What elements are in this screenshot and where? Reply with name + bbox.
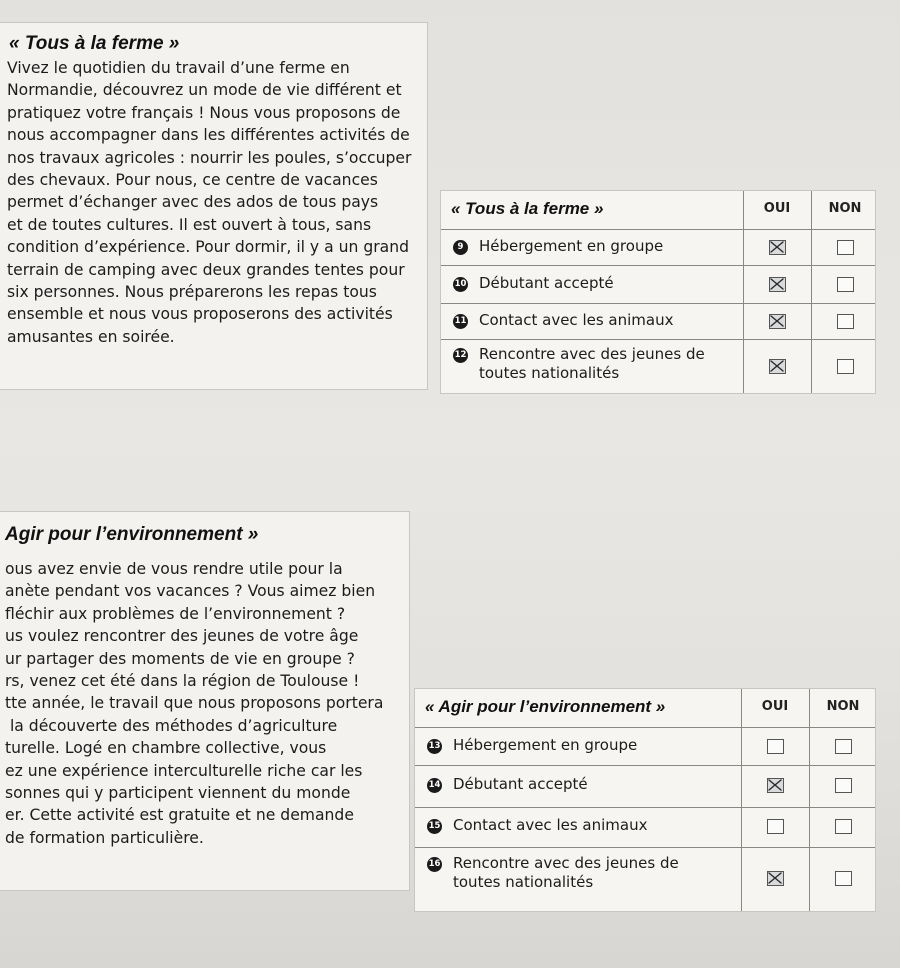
- ferme-description: Vivez le quotidien du travail d’une ferme en Normandie, découvrez un mode de vie différent et pratiquez votre français ! Nous vous proposons de nous accompagner dans les différentes activités de nos travaux agricoles : nourrir les poules, s’occuper des chevaux. Pour nous, ce centre de vacances permet d’échanger avec des ados de tous pays et de toutes cultures. Il est ouvert à tous, sans condition d’expérience. Pour dormir, il y a un grand terrain de camping avec deux grandes tentes pour six personnes. Nous préparerons les repas tous ensemble et nous vous proposerons des activités amusantes en soirée.: [7, 59, 412, 346]
- check-cross-icon: [770, 360, 784, 372]
- row-label: Contact avec les animaux: [479, 311, 674, 329]
- non-checkbox[interactable]: [837, 359, 854, 374]
- row-number-badge: 15: [427, 819, 442, 834]
- row-label: Rencontre avec des jeunes de toutes nationalités: [453, 854, 679, 891]
- row-number-badge: 10: [453, 277, 468, 292]
- table-row: [415, 765, 875, 807]
- oui-checkbox[interactable]: [769, 314, 786, 329]
- non-checkbox[interactable]: [837, 277, 854, 292]
- row-number-badge: 13: [427, 739, 442, 754]
- non-checkbox[interactable]: [837, 314, 854, 329]
- non-checkbox[interactable]: [835, 778, 852, 793]
- oui-checkbox[interactable]: [767, 871, 784, 886]
- check-cross-icon: [768, 779, 782, 791]
- oui-checkbox[interactable]: [769, 359, 786, 374]
- environnement-text-panel: [0, 511, 410, 891]
- row-label: Débutant accepté: [453, 775, 588, 793]
- environnement-description: ous avez envie de vous rendre utile pour la anète pendant vos vacances ? Vous aimez bien fléchir aux problèmes de l’environnement ? us voulez rencontrer des jeunes de votre âge ur partager des moments de vie en groupe ? rs, venez cet été dans la région de Toulouse ! tte année, le travail que nous proposons portera la découverte des méthodes d’agriculture turelle. Logé en chambre collective, vous ez une expérience interculturelle riche car les sonnes qui y participent viennent du monde er. Cette activité est gratuite et ne demande de formation particulière.: [5, 560, 384, 847]
- table-row: [415, 847, 875, 913]
- non-checkbox[interactable]: [835, 871, 852, 886]
- ferme-oui-header: OUI: [763, 201, 791, 216]
- environnement-non-header: NON: [826, 699, 860, 714]
- check-cross-icon: [770, 315, 784, 327]
- row-number-badge: 16: [427, 857, 442, 872]
- table-row: [441, 303, 875, 339]
- check-cross-icon: [770, 241, 784, 253]
- non-checkbox[interactable]: [837, 240, 854, 255]
- table-row: [441, 265, 875, 303]
- non-checkbox[interactable]: [835, 819, 852, 834]
- row-label: Débutant accepté: [479, 274, 614, 292]
- table-row: [415, 807, 875, 847]
- row-label: Hébergement en groupe: [453, 736, 638, 754]
- row-number-badge: 12: [453, 348, 468, 363]
- ferme-table-title: « Tous à la ferme »: [451, 199, 604, 218]
- oui-checkbox[interactable]: [767, 819, 784, 834]
- row-number-badge: 9: [453, 240, 468, 255]
- ferme-title: « Tous à la ferme »: [9, 33, 180, 54]
- ferme-checklist-table: [440, 190, 876, 394]
- table-row: [441, 339, 875, 395]
- environnement-table-title: « Agir pour l’environnement »: [425, 697, 666, 716]
- environnement-oui-header: OUI: [761, 699, 789, 714]
- non-checkbox[interactable]: [835, 739, 852, 754]
- table-row: [415, 727, 875, 765]
- ferme-non-header: NON: [828, 201, 862, 216]
- row-label: Contact avec les animaux: [453, 816, 648, 834]
- row-number-badge: 14: [427, 778, 442, 793]
- environnement-title: Agir pour l’environnement »: [5, 524, 259, 545]
- oui-checkbox[interactable]: [769, 277, 786, 292]
- check-cross-icon: [768, 872, 782, 884]
- check-cross-icon: [770, 278, 784, 290]
- oui-checkbox[interactable]: [767, 778, 784, 793]
- environnement-checklist-table: [414, 688, 876, 912]
- oui-checkbox[interactable]: [769, 240, 786, 255]
- table-row: [441, 229, 875, 265]
- row-number-badge: 11: [453, 314, 468, 329]
- oui-checkbox[interactable]: [767, 739, 784, 754]
- ferme-text-panel: [0, 22, 428, 390]
- row-label: Rencontre avec des jeunes de toutes nationalités: [479, 345, 705, 382]
- row-label: Hébergement en groupe: [479, 237, 664, 255]
